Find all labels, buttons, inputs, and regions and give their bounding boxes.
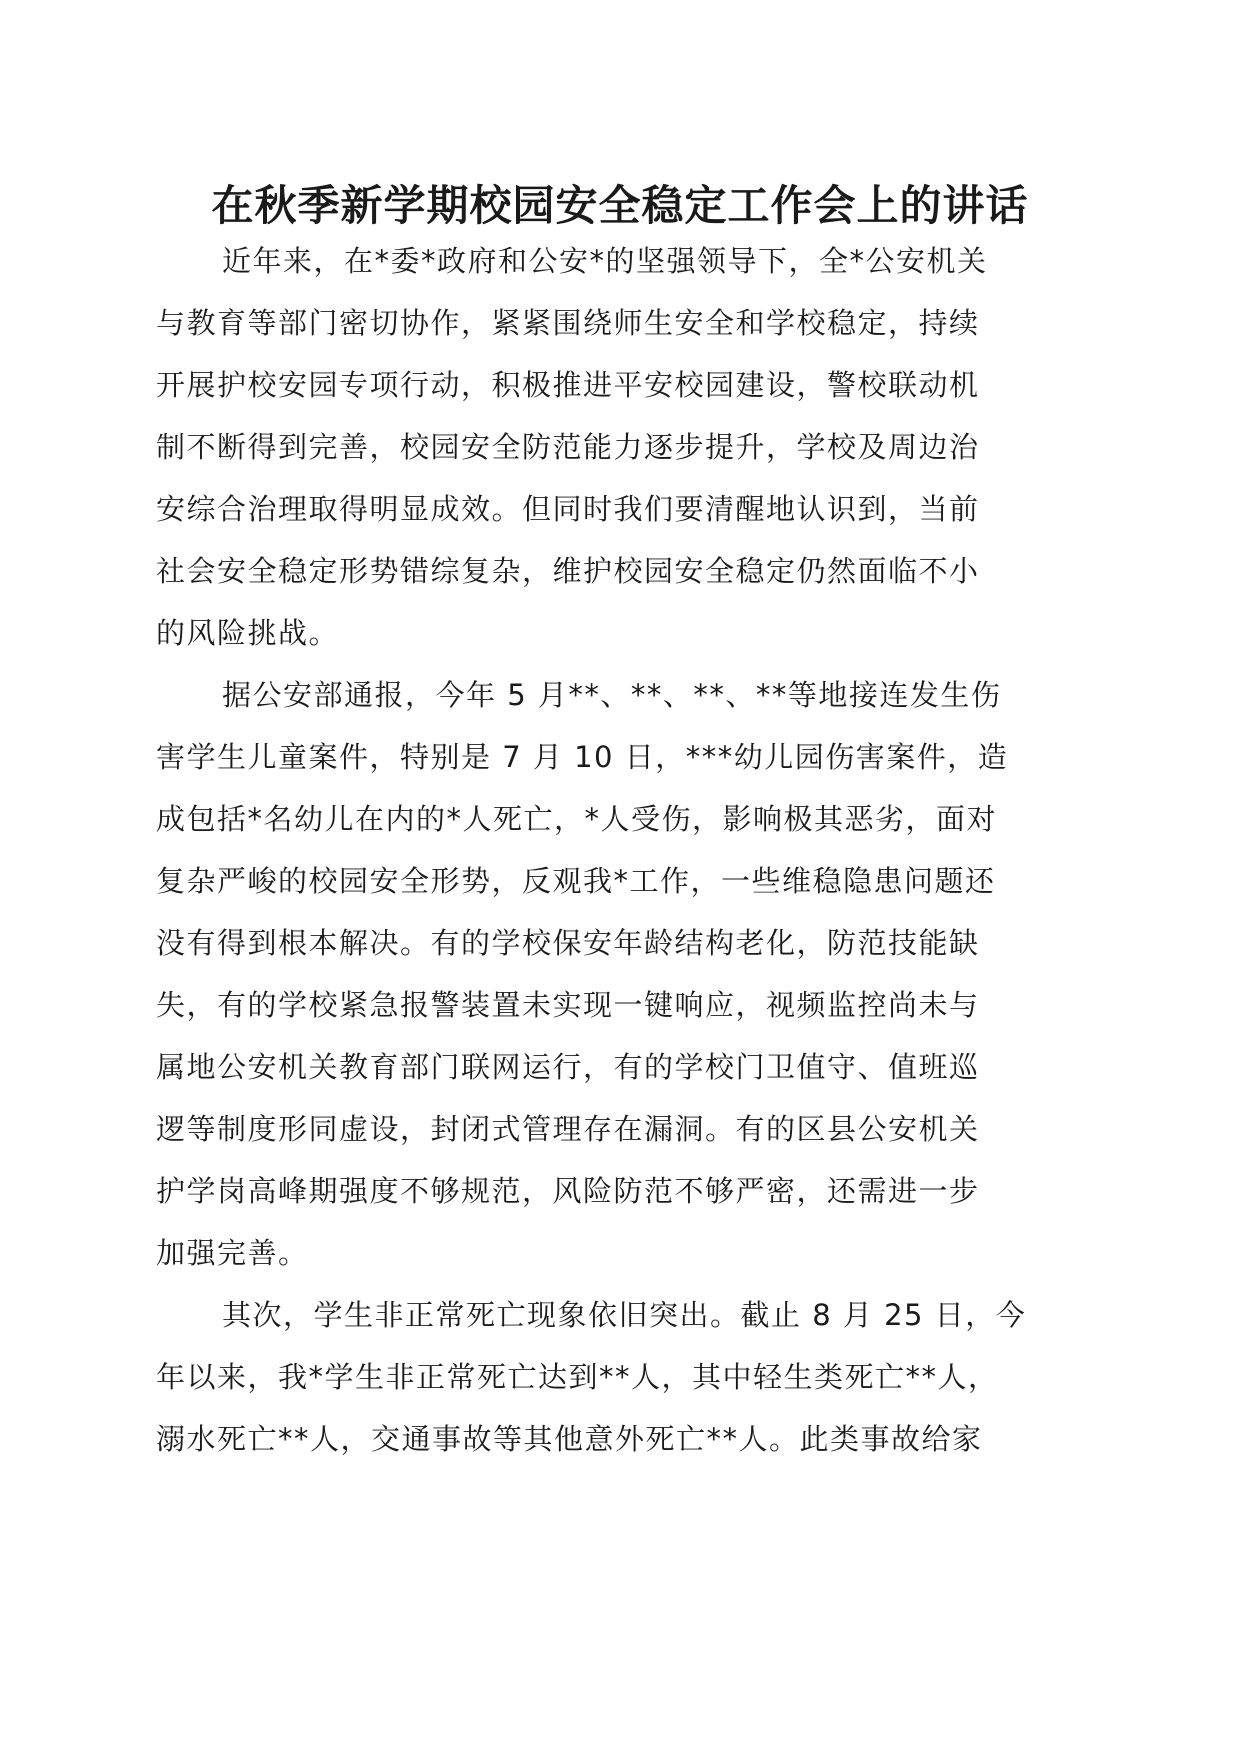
text-line: 属地公安机关教育部门联网运行，有的学校门卫值守、值班巡 (156, 1050, 980, 1084)
text-line: 没有得到根本解决。有的学校保安年龄结构老化，防范技能缺 (156, 926, 980, 960)
text-line: 失，有的学校紧急报警装置未实现一键响应，视频监控尚未与 (156, 988, 980, 1022)
text-line: 护学岗高峰期强度不够规范，风险防范不够严密，还需进一步 (156, 1174, 980, 1208)
text-line: 开展护校安园专项行动，积极推进平安校园建设，警校联动机 (156, 368, 980, 402)
paragraph-intro (156, 230, 1066, 664)
text-line: 加强完善。 (156, 1236, 309, 1270)
paragraph-statistics (156, 1284, 1066, 1470)
text-line: 害学生儿童案件，特别是 7 月 10 日，***幼儿园伤害案件，造 (156, 740, 1009, 774)
document-body (156, 230, 1066, 1470)
text-line: 的风险挑战。 (156, 616, 340, 650)
text-line: 与教育等部门密切协作，紧紧围绕师生安全和学校稳定，持续 (156, 306, 980, 340)
text-line: 近年来，在*委*政府和公安*的坚强领导下，全*公安机关 (222, 244, 988, 278)
text-line: 社会安全稳定形势错综复杂，维护校园安全稳定仍然面临不小 (156, 554, 980, 588)
text-line: 其次，学生非正常死亡现象依旧突出。截止 8 月 25 日，今 (222, 1298, 1027, 1332)
text-line: 成包括*名幼儿在内的*人死亡，*人受伤，影响极其恶劣，面对 (156, 802, 998, 836)
text-line: 年以来，我*学生非正常死亡达到**人，其中轻生类死亡**人， (156, 1360, 999, 1394)
document-title: 在秋季新学期校园安全稳定工作会上的讲话 (211, 181, 1029, 230)
text-line: 复杂严峻的校园安全形势，反观我*工作，一些维稳隐患问题还 (156, 864, 996, 898)
text-line: 据公安部通报，今年 5 月**、**、**、**等地接连发生伤 (222, 678, 1002, 712)
paragraph-incidents (156, 664, 1066, 1284)
text-line: 安综合治理取得明显成效。但同时我们要清醒地认识到，当前 (156, 492, 980, 526)
text-line: 溺水死亡**人，交通事故等其他意外死亡**人。此类事故给家 (156, 1422, 983, 1456)
text-line: 逻等制度形同虚设，封闭式管理存在漏洞。有的区县公安机关 (156, 1112, 980, 1146)
text-line: 制不断得到完善，校园安全防范能力逐步提升，学校及周边治 (156, 430, 980, 464)
